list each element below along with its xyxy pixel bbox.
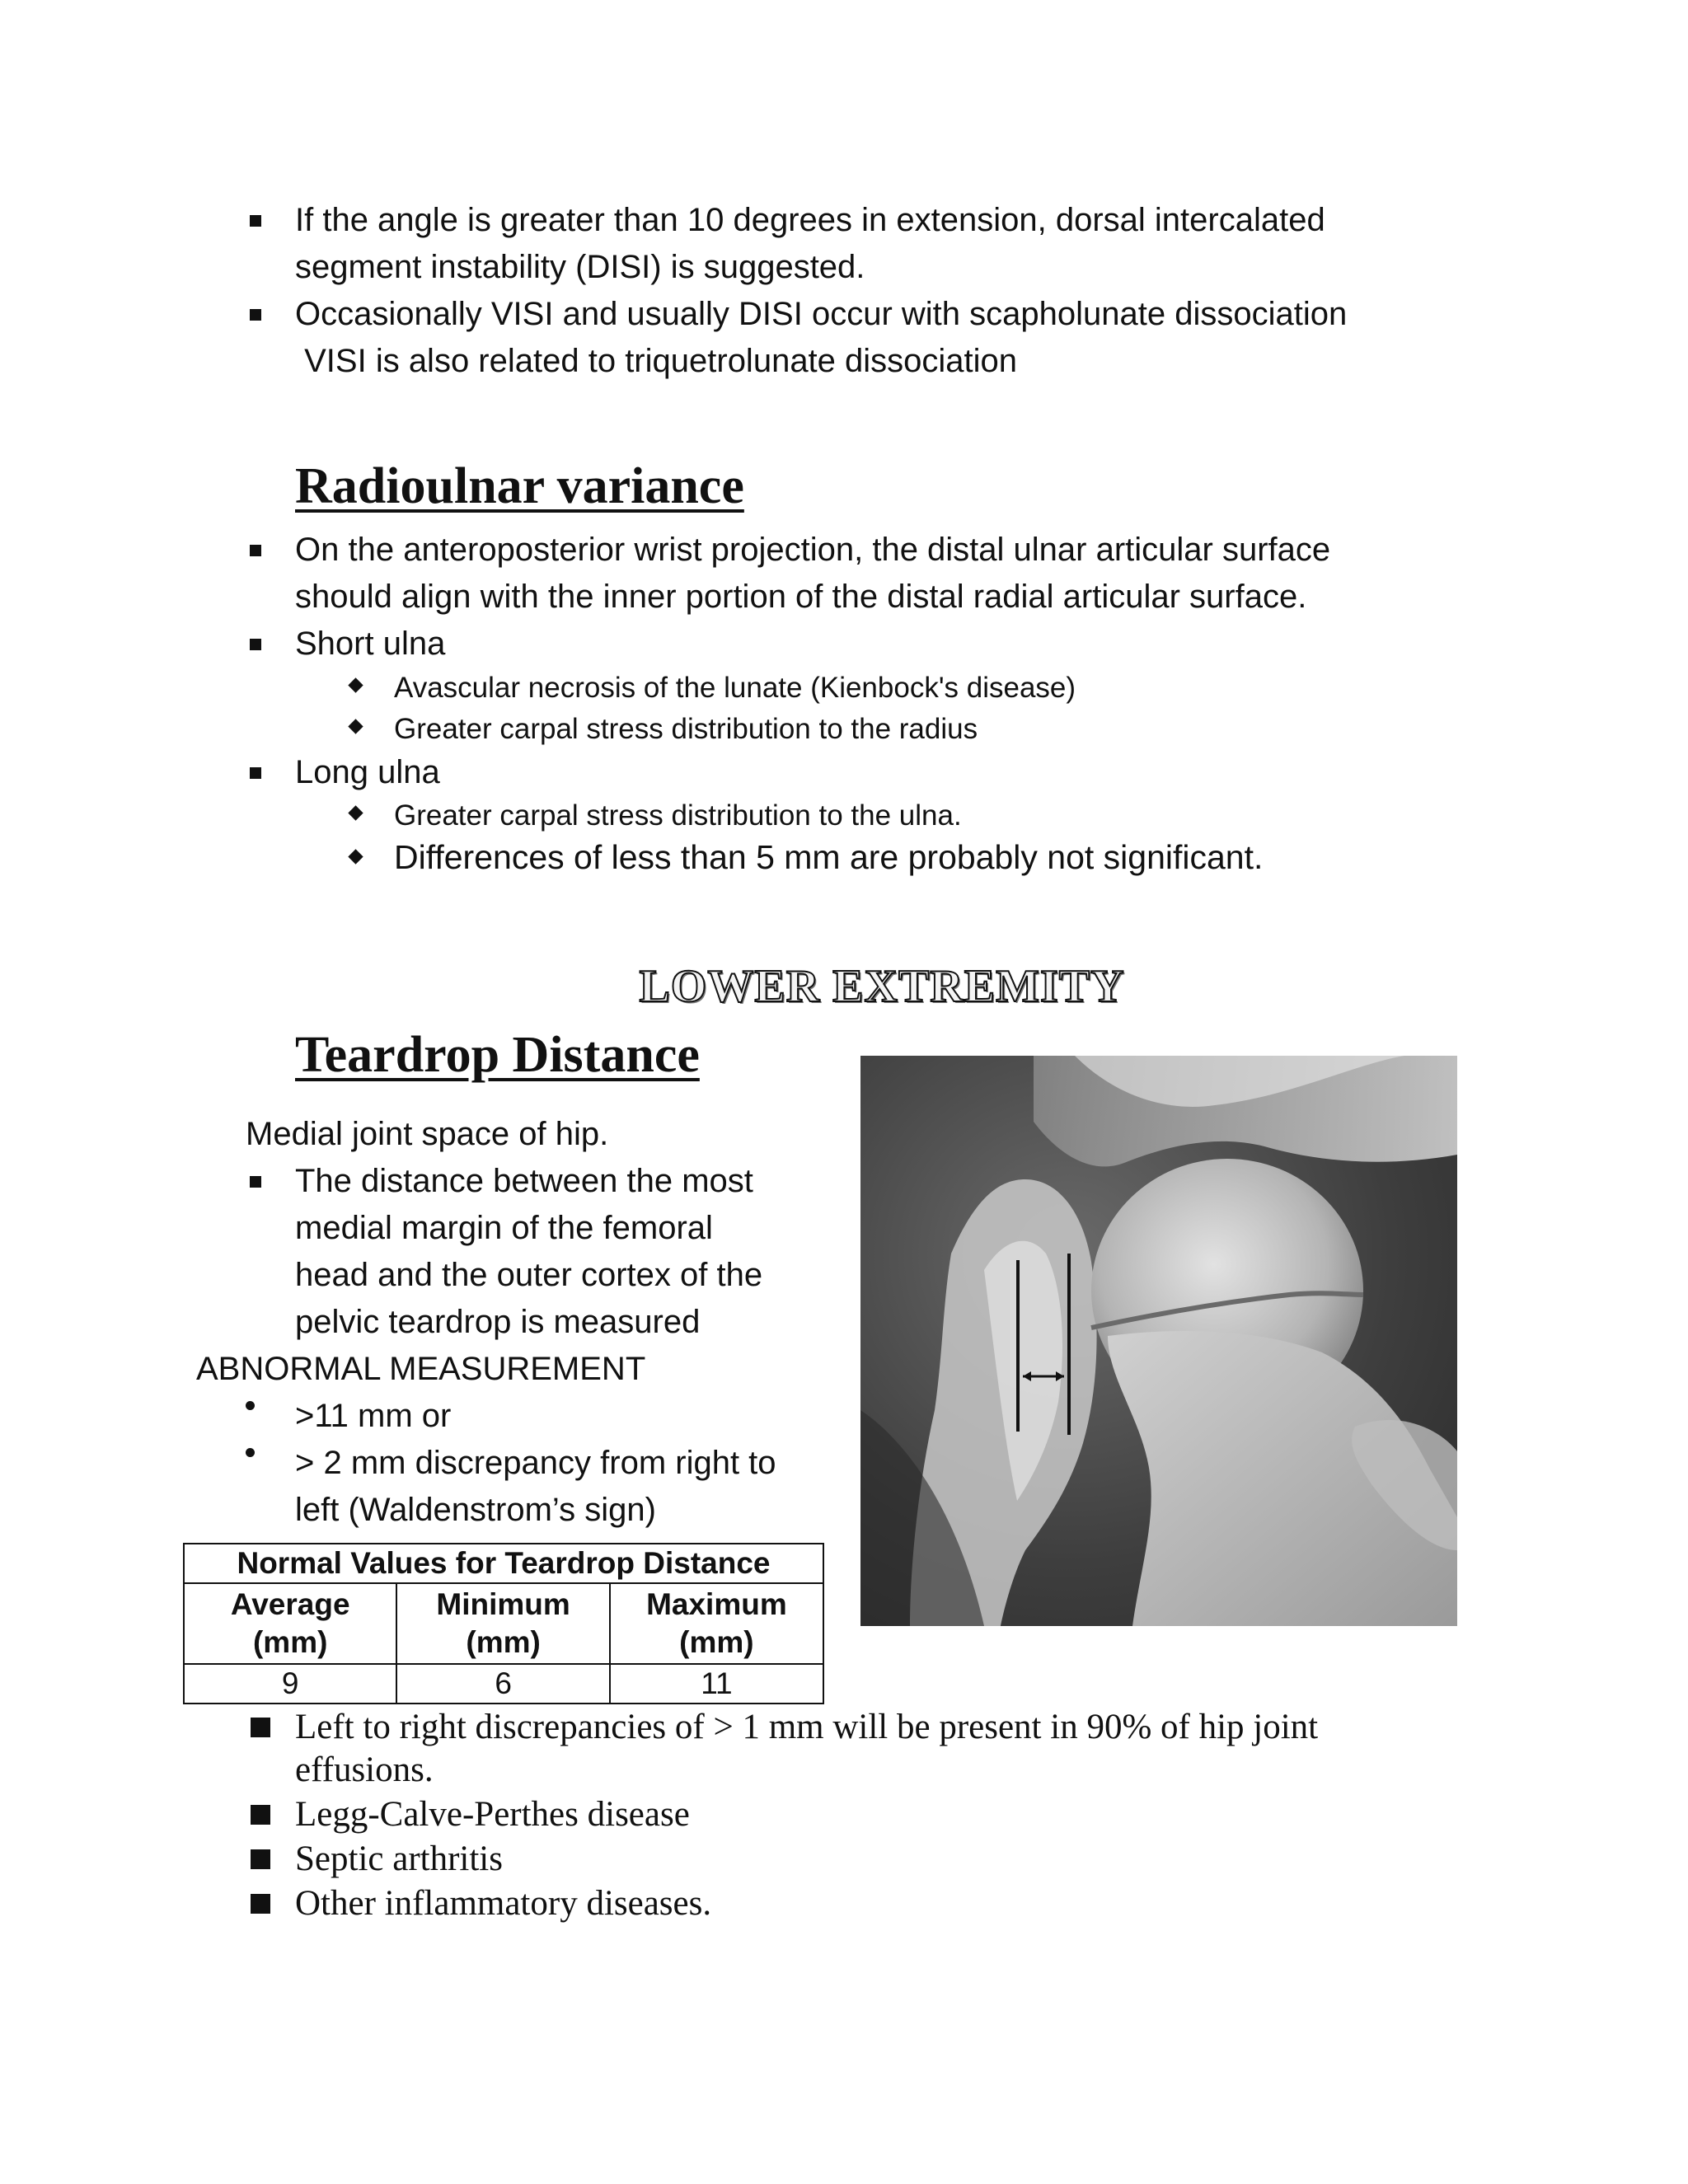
bullet-diamond-icon bbox=[348, 849, 363, 864]
bullet-line: Left to right discrepancies of > 1 mm will be present in 90% of hip joint bbox=[295, 1708, 1319, 1746]
bullet-line: The distance between the most bbox=[295, 1163, 753, 1199]
table-row bbox=[184, 1664, 823, 1704]
bullet-line: VISI is also related to triquetrolunate dissociation bbox=[295, 343, 1018, 379]
table-header-minimum: Minimum (mm) bbox=[396, 1583, 609, 1664]
radioulnar-heading: Radioulnar variance bbox=[295, 458, 744, 514]
bullet-line: should align with the inner portion of the distal radial articular surface. bbox=[295, 579, 1307, 615]
bullet-line: pelvic teardrop is measured bbox=[295, 1304, 701, 1340]
teardrop-heading: Teardrop Distance bbox=[295, 1027, 700, 1083]
bullet-diamond-icon bbox=[348, 719, 363, 733]
bullet-square-icon bbox=[251, 1718, 270, 1737]
bullet-line: head and the outer cortex of the bbox=[295, 1257, 763, 1293]
table-cell-maximum: 11 bbox=[610, 1664, 823, 1704]
lower-extremity-title: LOWER EXTREMITY bbox=[639, 961, 1125, 1012]
bullet-line: medial margin of the femoral bbox=[295, 1210, 713, 1246]
bullet-line: Septic arthritis bbox=[295, 1840, 503, 1878]
bullet-line: Long ulna bbox=[295, 754, 440, 790]
abnormal-item: >11 mm or bbox=[295, 1398, 452, 1434]
sub-bullet-line: Greater carpal stress distribution to the ulna. bbox=[394, 799, 962, 832]
bullet-dot-icon bbox=[246, 1401, 255, 1410]
bullet-square-icon bbox=[250, 1176, 261, 1188]
normal-values-table bbox=[183, 1543, 824, 1704]
table-header-average: Average (mm) bbox=[184, 1583, 396, 1664]
table-cell-average: 9 bbox=[184, 1664, 396, 1704]
bullet-square-icon bbox=[251, 1894, 270, 1914]
bullet-line: Occasionally VISI and usually DISI occur with scapholunate dissociation bbox=[295, 296, 1348, 332]
bullet-line: On the anteroposterior wrist projection, the distal ulnar articular surface bbox=[295, 532, 1331, 568]
bullet-square-icon bbox=[250, 767, 261, 779]
bullet-diamond-icon bbox=[348, 805, 363, 820]
abnormal-item: left (Waldenstrom’s sign) bbox=[295, 1492, 656, 1528]
bullet-dot-icon bbox=[246, 1448, 255, 1457]
abnormal-item: > 2 mm discrepancy from right to bbox=[295, 1445, 776, 1481]
sub-bullet-line: Greater carpal stress distribution to the radius bbox=[394, 713, 978, 745]
bullet-square-icon bbox=[250, 215, 261, 227]
bullet-line: Short ulna bbox=[295, 626, 446, 662]
bullet-line: Other inflammatory diseases. bbox=[295, 1884, 712, 1923]
table-cell-minimum: 6 bbox=[396, 1664, 609, 1704]
bullet-square-icon bbox=[250, 545, 261, 556]
bullet-square-icon bbox=[251, 1849, 270, 1869]
sub-bullet-line: Differences of less than 5 mm are probably not significant. bbox=[394, 838, 1264, 876]
bullet-square-icon bbox=[250, 309, 261, 321]
teardrop-intro: Medial joint space of hip. bbox=[246, 1116, 609, 1152]
abnormal-measurement-label: ABNORMAL MEASUREMENT bbox=[196, 1351, 646, 1387]
sub-bullet-line: Avascular necrosis of the lunate (Kienbock's disease) bbox=[394, 672, 1076, 704]
table-header-row bbox=[184, 1583, 823, 1664]
bullet-diamond-icon bbox=[348, 677, 363, 692]
table-header-maximum: Maximum (mm) bbox=[610, 1583, 823, 1664]
bullet-line: segment instability (DISI) is suggested. bbox=[295, 249, 865, 285]
bullet-square-icon bbox=[250, 639, 261, 650]
bullet-line: Legg-Calve-Perthes disease bbox=[295, 1795, 690, 1834]
bullet-line: If the angle is greater than 10 degrees in extension, dorsal intercalated bbox=[295, 202, 1325, 238]
hip-xray-image bbox=[860, 1056, 1457, 1626]
bullet-square-icon bbox=[251, 1805, 270, 1825]
bullet-line: effusions. bbox=[295, 1750, 434, 1789]
table-caption: Normal Values for Teardrop Distance bbox=[184, 1544, 823, 1583]
